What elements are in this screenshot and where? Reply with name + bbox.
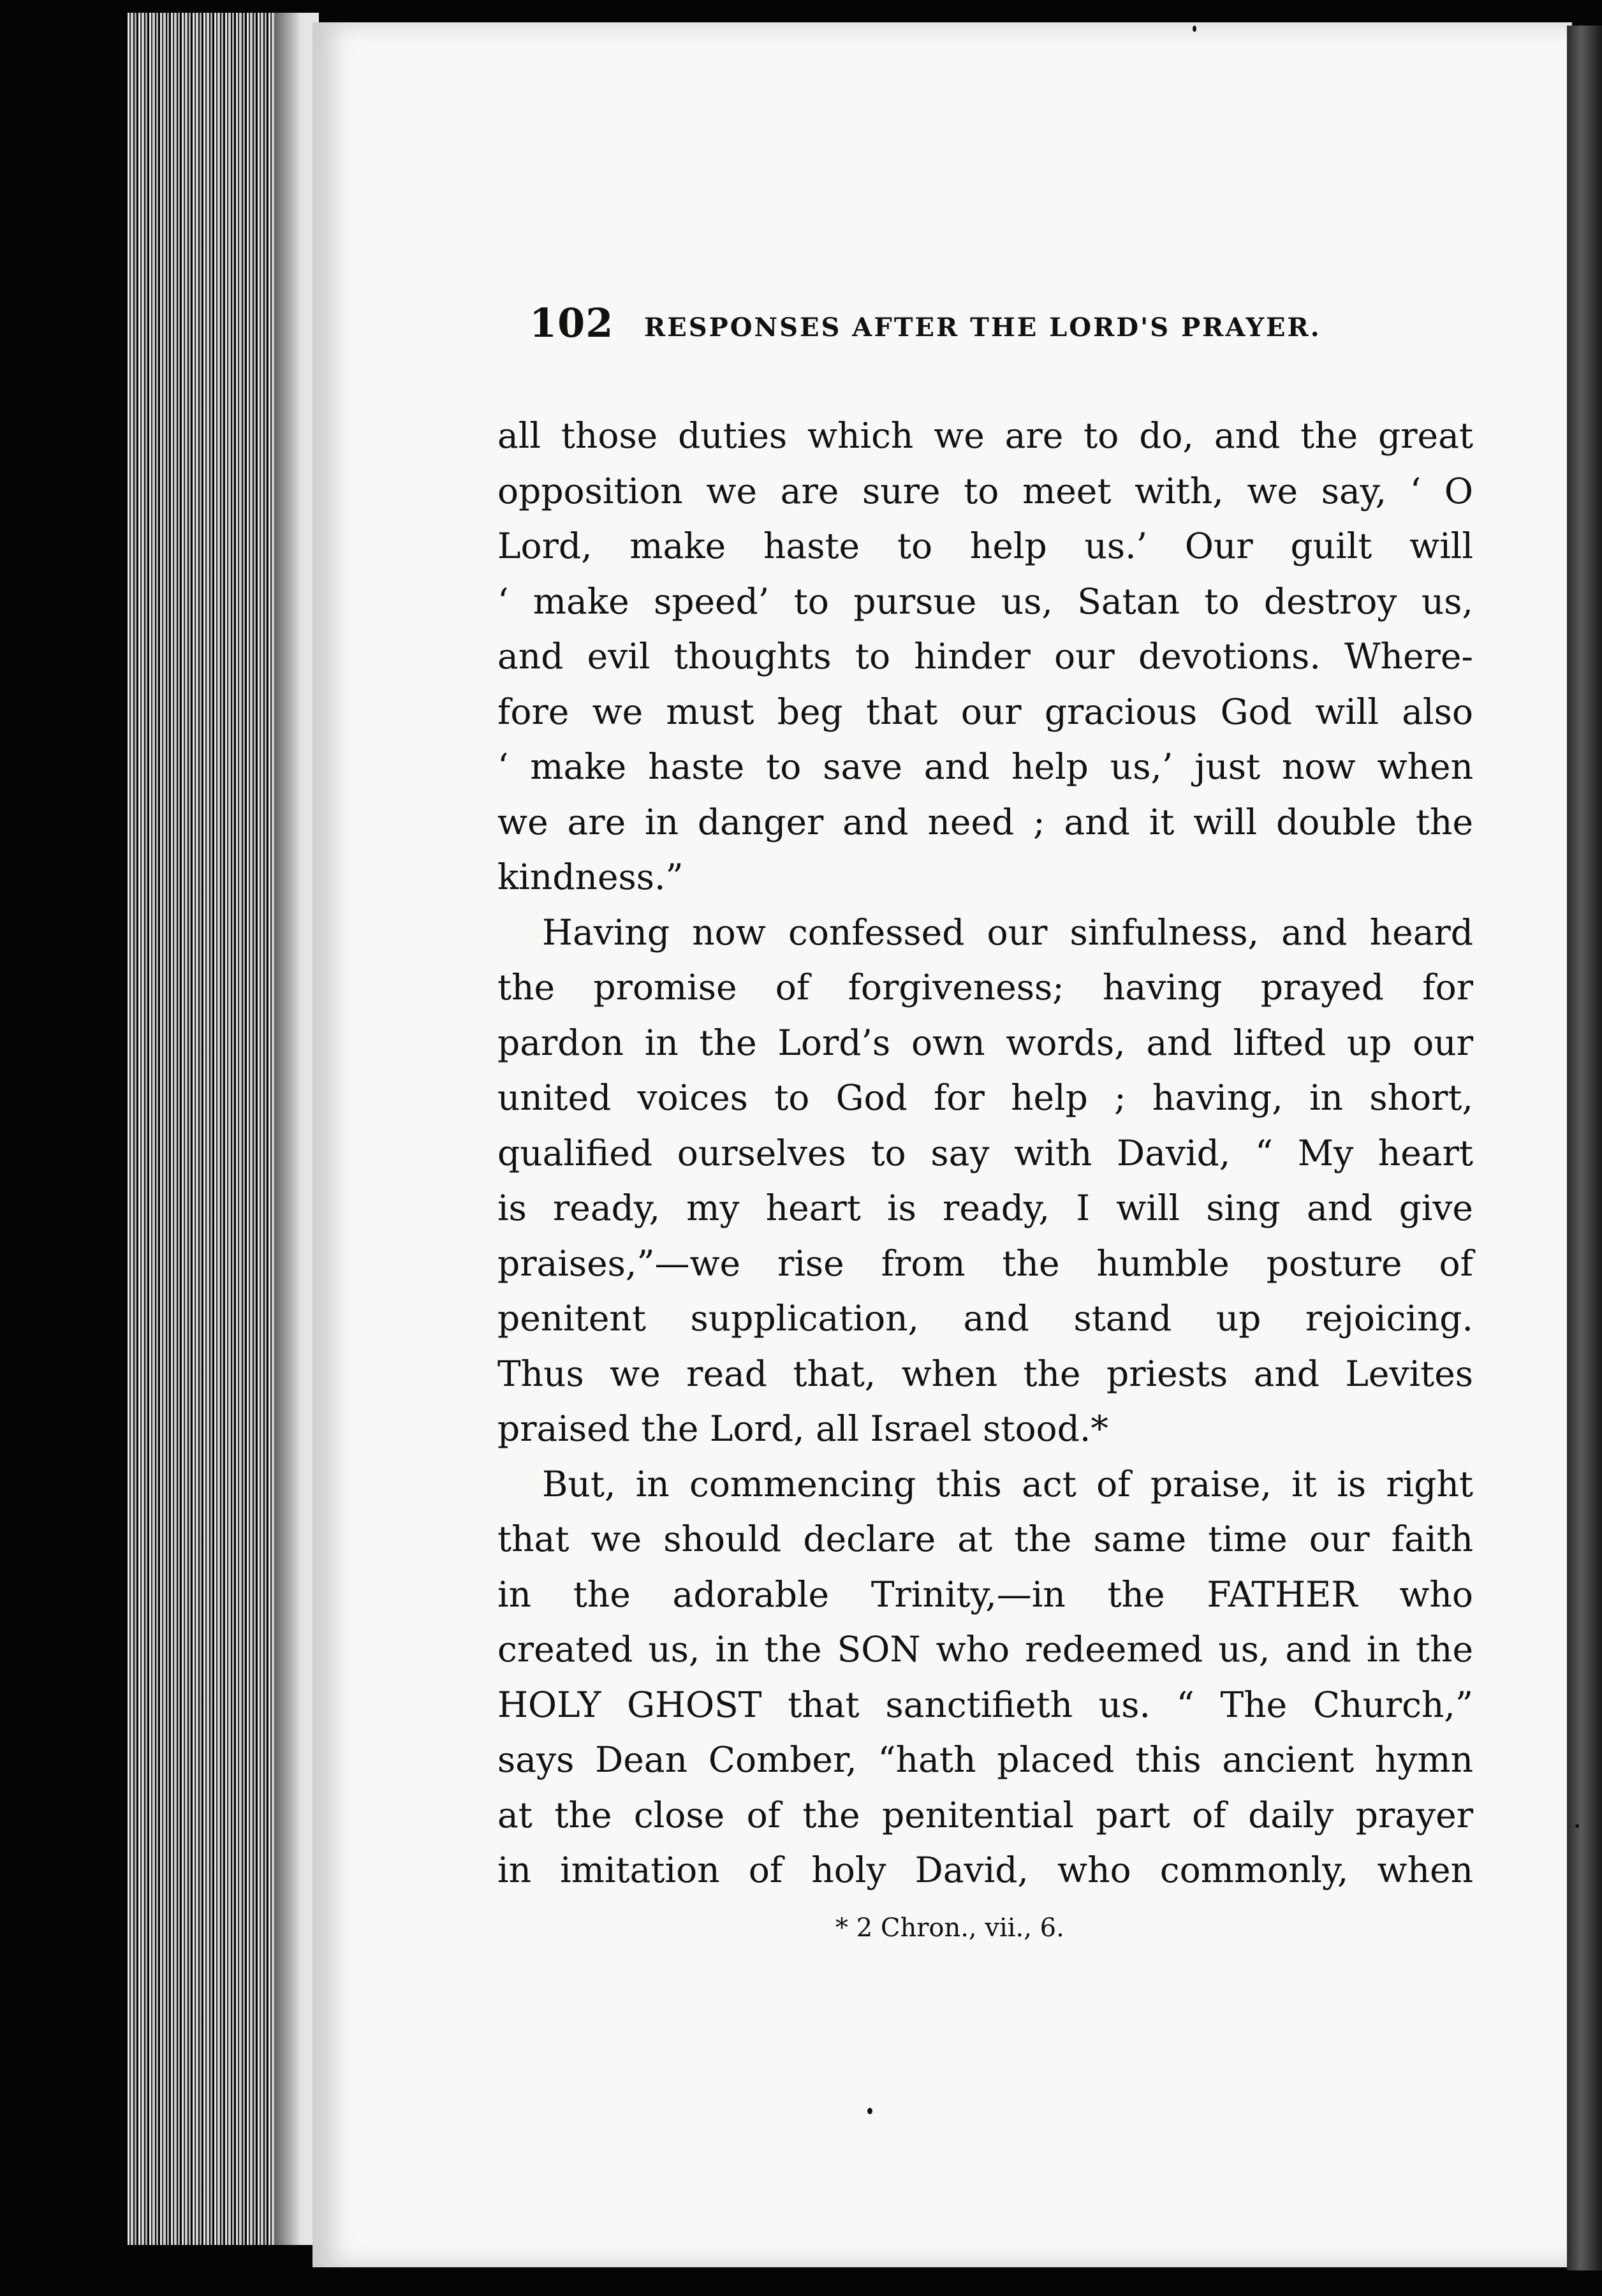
text-line: ‘ make speed’ to pursue us, Satan to destroy us, <box>497 580 1473 622</box>
ink-speck <box>867 2108 872 2114</box>
text-line: ‘ make haste to save and help us,’ just now when <box>497 746 1473 787</box>
footnote: * 2 Chron., vii., 6. <box>835 1913 1064 1943</box>
text-line: pardon in the Lord’s own words, and lifted up our <box>497 1022 1473 1063</box>
text-line: says Dean Comber, “hath placed this ancient hymn <box>497 1739 1473 1780</box>
text-line: qualified ourselves to say with David, “ My heart <box>497 1132 1473 1174</box>
text-line: Lord, make haste to help us.’ Our guilt will <box>497 526 1473 566</box>
text-line: united voices to God for help ; having, in short, <box>497 1077 1473 1118</box>
text-line: Thus we read that, when the priests and Levites <box>497 1353 1473 1394</box>
text-line: penitent supplication, and stand up rejoicing. <box>497 1298 1473 1339</box>
text-line: praises,”—we rise from the humble posture of <box>497 1242 1473 1284</box>
text-line: in imitation of holy David, who commonly, when <box>497 1850 1473 1890</box>
page-edge-stack <box>128 13 319 2245</box>
text-line: Having now confessed our sinfulness, and heard <box>542 911 1473 953</box>
text-line: all those duties which we are to do, and the great <box>497 415 1473 456</box>
text-line: in the adorable Trinity,—in the FATHER who <box>497 1573 1473 1615</box>
text-line: we are in danger and need ; and it will double the <box>497 801 1473 843</box>
ink-speck <box>1575 1824 1579 1828</box>
text-line: fore we must beg that our gracious God will also <box>497 691 1473 732</box>
text-line: at the close of the penitential part of daily prayer <box>497 1794 1473 1836</box>
text-line: But, in commencing this act of praise, it is right <box>542 1463 1473 1505</box>
text-line: the promise of forgiveness; having prayed for <box>497 967 1473 1008</box>
ink-speck <box>1193 26 1196 32</box>
text-line: opposition we are sure to meet with, we say, ‘ O <box>497 470 1473 511</box>
text-line: HOLY GHOST that sanctifieth us. “ The Church,” <box>497 1684 1473 1725</box>
right-page-edge <box>1567 26 1602 2270</box>
page-number: 102 <box>529 300 614 346</box>
page-header <box>529 300 1387 357</box>
text-line: praised the Lord, all Israel stood.* <box>497 1408 1108 1449</box>
body-text <box>497 408 1473 1898</box>
text-line: is ready, my heart is ready, I will sing and give <box>497 1188 1473 1228</box>
text-line: kindness.” <box>497 857 684 897</box>
running-head: RESPONSES AFTER THE LORD'S PRAYER. <box>644 313 1321 342</box>
text-line: that we should declare at the same time our faith <box>497 1519 1473 1559</box>
text-line: created us, in the SON who redeemed us, and in the <box>497 1629 1473 1670</box>
text-line: and evil thoughts to hinder our devotions. Where- <box>497 636 1473 677</box>
